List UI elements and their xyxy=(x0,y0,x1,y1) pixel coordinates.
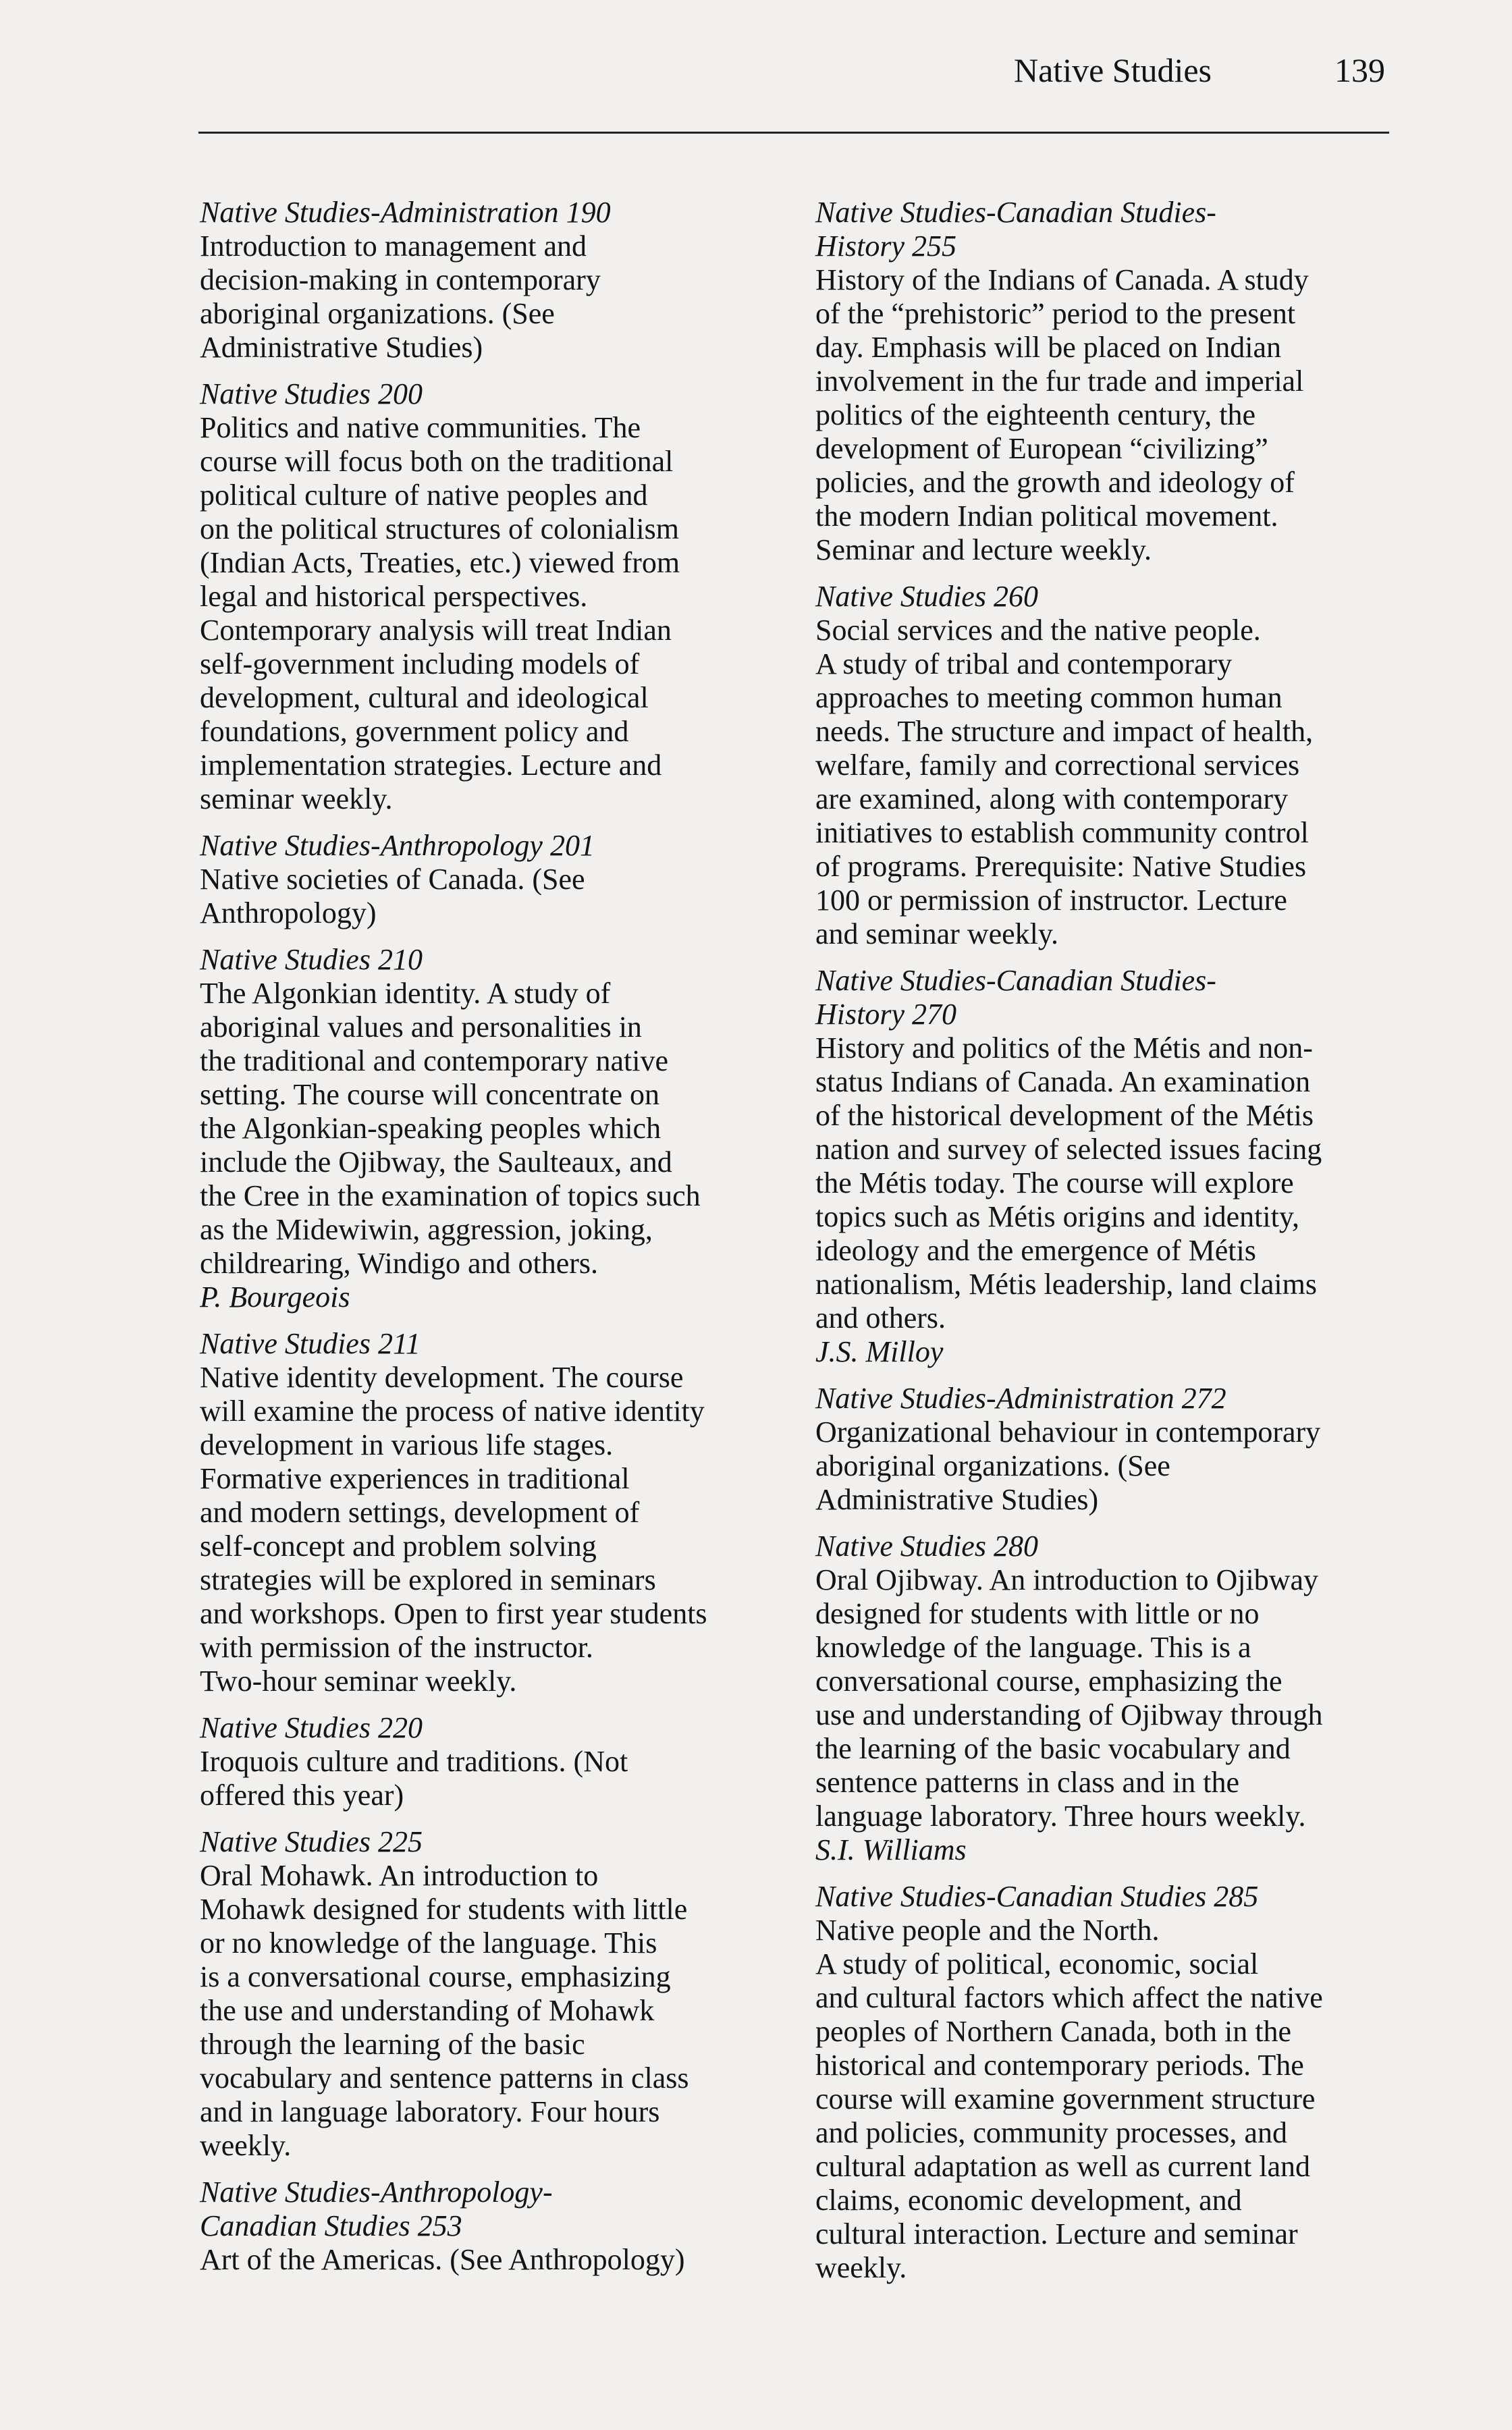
course-heading: Native Studies-Canadian Studies 285 xyxy=(815,1880,1259,1913)
course-description: Native societies of Canada. (See Anthropology) xyxy=(200,863,585,929)
course-heading: Native Studies 210 xyxy=(200,943,423,976)
course-heading: Native Studies-Canadian Studies- History 255 xyxy=(815,196,1216,263)
course-description: Native identity development. The course will examine the process of native identity development in various life stages. Formative experiences in traditional and modern settings, development of self-concept and problem solving strategies will be explored in seminars and workshops. Open to first year students with permission of the instructor. Two-hour seminar weekly. xyxy=(200,1361,707,1698)
course-instructor: S.I. Williams xyxy=(815,1833,967,1866)
course-entry xyxy=(200,377,780,816)
course-description: History and politics of the Métis and non- status Indians of Canada. An examination of the historical development of the Métis nation and survey of selected issues facing the Métis today. The course will explore topics such as Métis origins and identity, ideology and the emergence of Métis nationalism, Métis leadership, land claims and others. xyxy=(815,1031,1322,1334)
left-column xyxy=(200,196,780,2290)
course-entry xyxy=(815,1880,1389,2285)
course-heading: Native Studies 200 xyxy=(200,377,423,410)
course-description: Social services and the native people. A study of tribal and contemporary approaches to meeting common human needs. The structure and impact of health, welfare, family and correctional services are examined, along with contemporary initiatives to establish community control of programs. Prerequisite: Native Studies 100 or permission of instructor. Lecture and seminar weekly. xyxy=(815,614,1314,950)
course-description: Introduction to management and decision-making in contemporary aboriginal organizations. (See Administrative Studies) xyxy=(200,230,601,364)
course-description: Art of the Americas. (See Anthropology) xyxy=(200,2243,685,2276)
course-description: Politics and native communities. The course will focus both on the traditional political culture of native peoples and on the political structures of colonialism (Indian Acts, Treaties, etc.) viewed from legal and historical perspectives. Contemporary analysis will treat Indian self-government including models of development, cultural and ideological foundations, government policy and implementation strategies. Lecture and seminar weekly. xyxy=(200,411,680,815)
course-entry xyxy=(200,829,780,930)
course-heading: Native Studies 225 xyxy=(200,1825,423,1858)
course-heading: Native Studies-Canadian Studies- History 270 xyxy=(815,964,1216,1031)
header-rule xyxy=(198,132,1389,134)
course-heading: Native Studies 260 xyxy=(815,580,1038,613)
course-entry xyxy=(200,2176,780,2277)
course-description: The Algonkian identity. A study of aboriginal values and personalities in the traditional and contemporary native setting. The course will concentrate on the Algonkian-speaking peoples which include the Ojibway, the Saulteaux, and the Cree in the examination of topics such as the Midewiwin, aggression, joking, childrearing, Windigo and others. xyxy=(200,977,701,1280)
right-column xyxy=(815,196,1389,2298)
course-entry xyxy=(200,1711,780,1812)
course-instructor: P. Bourgeois xyxy=(200,1280,350,1314)
course-heading: Native Studies 211 xyxy=(200,1327,421,1360)
running-head xyxy=(1014,50,1385,90)
section-title: Native Studies xyxy=(1014,51,1212,89)
course-description: History of the Indians of Canada. A study of the “prehistoric” period to the present day. Emphasis will be placed on Indian involvement in the fur trade and imperial politics of the eighteenth century, the development of European “civilizing” policies, and the growth and ideology of the modern Indian political movement. Seminar and lecture weekly. xyxy=(815,263,1309,566)
course-entry xyxy=(815,580,1389,951)
course-entry xyxy=(200,1327,780,1698)
course-entry xyxy=(200,943,780,1314)
course-description: Iroquois culture and traditions. (Not offered this year) xyxy=(200,1745,628,1812)
course-heading: Native Studies 220 xyxy=(200,1711,423,1744)
course-entry xyxy=(815,1382,1389,1517)
course-heading: Native Studies 280 xyxy=(815,1530,1038,1563)
course-entry xyxy=(815,964,1389,1369)
course-description: Oral Mohawk. An introduction to Mohawk designed for students with little or no knowledge of the language. This is a conversational course, emphasizing the use and understanding of Mohawk through the learning of the basic vocabulary and sentence patterns in class and in language laboratory. Four hours weekly. xyxy=(200,1859,689,2162)
course-heading: Native Studies-Administration 190 xyxy=(200,196,611,229)
course-heading: Native Studies-Administration 272 xyxy=(815,1382,1226,1415)
page-number: 139 xyxy=(1334,51,1385,89)
course-entry xyxy=(200,196,780,364)
course-instructor: J.S. Milloy xyxy=(815,1335,944,1368)
course-heading: Native Studies-Anthropology- Canadian Studies 253 xyxy=(200,2176,553,2242)
course-description: Native people and the North. A study of political, economic, social and cultural factors which affect the native peoples of Northern Canada, both in the historical and contemporary periods. The course will examine government structure and policies, community processes, and cultural adaptation as well as current land claims, economic development, and cultural interaction. Lecture and seminar weekly. xyxy=(815,1914,1323,2284)
course-entry xyxy=(815,1530,1389,1867)
course-description: Organizational behaviour in contemporary aboriginal organizations. (See Administrative Studies) xyxy=(815,1415,1321,1516)
course-description: Oral Ojibway. An introduction to Ojibway designed for students with little or no knowledge of the language. This is a conversational course, emphasizing the use and understanding of Ojibway through the learning of the basic vocabulary and sentence patterns in class and in the language laboratory. Three hours weekly. xyxy=(815,1563,1323,1833)
course-entry xyxy=(200,1825,780,2163)
course-heading: Native Studies-Anthropology 201 xyxy=(200,829,595,862)
course-entry xyxy=(815,196,1389,567)
